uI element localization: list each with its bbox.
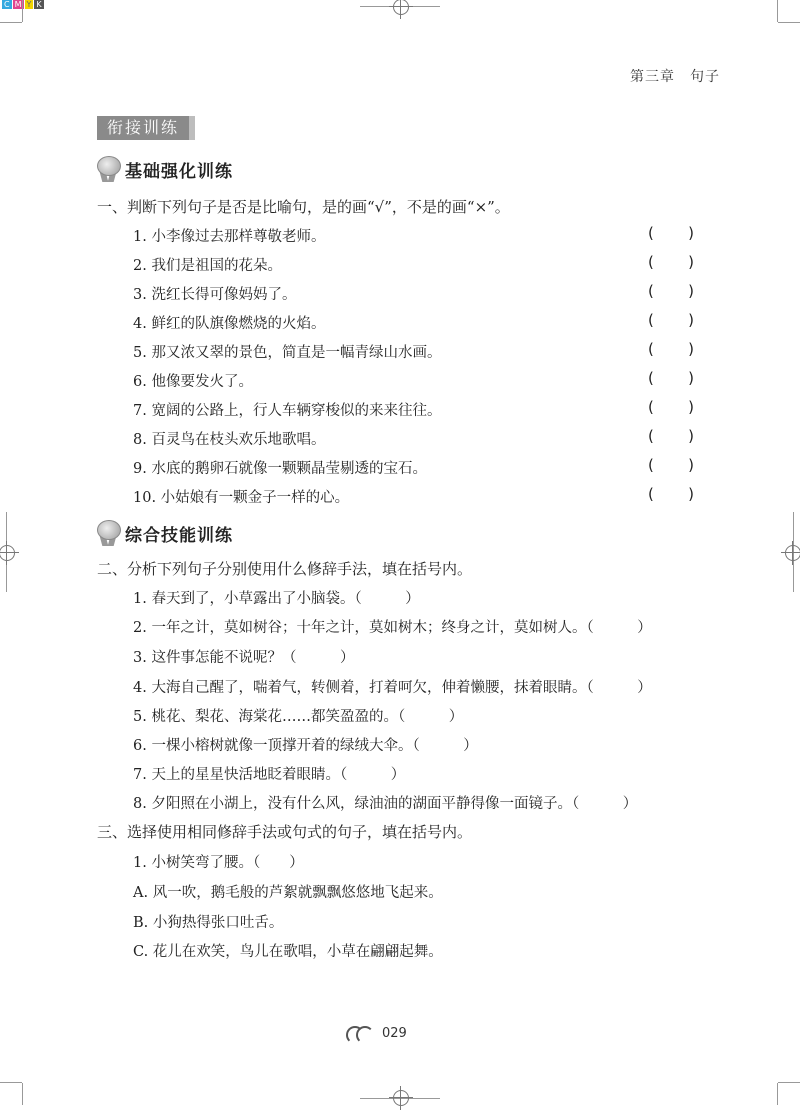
question-1-item: 2. 我们是祖国的花朵。	[133, 258, 282, 274]
close-paren: )	[688, 340, 694, 358]
question-2-item: 6. 一棵小榕树就像一顶撑开着的绿绒大伞。（ ）	[133, 738, 478, 754]
close-paren: )	[688, 427, 694, 445]
open-paren: (	[648, 456, 654, 474]
crop-mark	[22, 1083, 23, 1105]
crop-mark	[22, 0, 23, 22]
question-1-item: 6. 他像要发火了。	[133, 374, 253, 390]
answer-blank[interactable]	[648, 456, 694, 474]
crop-mark	[777, 1083, 778, 1105]
open-paren: (	[648, 427, 654, 445]
registration-mark-icon	[785, 545, 800, 561]
question-3-option: B. 小狗热得张口吐舌。	[133, 915, 284, 931]
close-paren: )	[688, 485, 694, 503]
answer-blank[interactable]	[648, 369, 694, 387]
question-1-title: 一、判断下列句子是否是比喻句，是的画“√”，不是的画“×”。	[97, 198, 510, 216]
open-paren: (	[648, 398, 654, 416]
page-number	[346, 1024, 407, 1042]
crop-mark	[778, 22, 800, 23]
open-paren: (	[648, 369, 654, 387]
answer-blank[interactable]	[648, 427, 694, 445]
question-1-item: 10. 小姑娘有一颗金子一样的心。	[133, 490, 350, 506]
question-2-item: 2. 一年之计，莫如树谷；十年之计，莫如树木；终身之计，莫如树人。（ ）	[133, 620, 652, 636]
close-paren: )	[688, 224, 694, 242]
registration-mark-icon	[393, 1090, 409, 1106]
registration-mark-icon	[393, 0, 409, 15]
registration-mark-icon	[0, 545, 15, 561]
chapter-title: 第三章 句子	[630, 69, 720, 85]
cmyk-m: M	[14, 0, 22, 9]
question-1-item: 7. 宽阔的公路上，行人车辆穿梭似的来来往往。	[133, 403, 442, 419]
question-2-item: 4. 大海自己醒了，喘着气，转侧着，打着呵欠，伸着懒腰，抹着眼睛。（ ）	[133, 680, 652, 696]
open-paren: (	[648, 485, 654, 503]
answer-blank[interactable]	[648, 485, 694, 503]
open-paren: (	[648, 253, 654, 271]
question-1-item: 3. 洗红长得可像妈妈了。	[133, 287, 297, 303]
question-2-item: 1. 春天到了，小草露出了小脑袋。（ ）	[133, 591, 420, 607]
question-3-option: A. 风一吹，鹅毛般的芦絮就飘飘悠悠地飞起来。	[133, 885, 443, 901]
section-tag: 衔接训练	[97, 116, 189, 140]
close-paren: )	[688, 311, 694, 329]
open-paren: (	[648, 311, 654, 329]
crop-mark	[778, 1082, 800, 1083]
close-paren: )	[688, 253, 694, 271]
question-3-option: C. 花儿在欢笑，鸟儿在歌唱，小草在翩翩起舞。	[133, 944, 443, 960]
cmyk-y: Y	[26, 0, 32, 9]
open-paren: (	[648, 340, 654, 358]
close-paren: )	[688, 456, 694, 474]
question-2-item: 5. 桃花、梨花、海棠花……都笑盈盈的。（ ）	[133, 709, 464, 725]
question-1-item: 8. 百灵鸟在枝头欢乐地歌唱。	[133, 432, 326, 448]
answer-blank[interactable]	[648, 224, 694, 242]
subsection-title: 综合技能训练	[125, 525, 233, 546]
open-paren: (	[648, 224, 654, 242]
question-3-stem: 1. 小树笑弯了腰。（ ）	[133, 855, 304, 871]
page-number-text: 029	[382, 1025, 407, 1041]
crop-mark	[0, 22, 22, 23]
question-2-item: 8. 夕阳照在小湖上，没有什么风，绿油油的湖面平静得像一面镜子。（ ）	[133, 796, 638, 812]
open-paren: (	[648, 282, 654, 300]
close-paren: )	[688, 282, 694, 300]
subsection-heading-comprehensive	[97, 520, 233, 546]
question-1-item: 9. 水底的鹅卵石就像一颗颗晶莹剔透的宝石。	[133, 461, 427, 477]
answer-blank[interactable]	[648, 282, 694, 300]
cmyk-k: K	[36, 0, 42, 9]
answer-blank[interactable]	[648, 340, 694, 358]
question-2-item: 3. 这件事怎能不说呢？（ ）	[133, 650, 355, 666]
question-1-item: 5. 那又浓又翠的景色，简直是一幅青绿山水画。	[133, 345, 442, 361]
answer-blank[interactable]	[648, 398, 694, 416]
cmyk-c: C	[4, 0, 10, 9]
subsection-title: 基础强化训练	[125, 161, 233, 182]
answer-blank[interactable]	[648, 253, 694, 271]
crop-mark	[777, 0, 778, 22]
medal-icon	[97, 520, 119, 546]
medal-icon	[97, 156, 119, 182]
close-paren: )	[688, 369, 694, 387]
question-2-item: 7. 天上的星星快活地眨着眼睛。（ ）	[133, 767, 406, 783]
question-1-item: 4. 鲜红的队旗像燃烧的火焰。	[133, 316, 326, 332]
question-2-title: 二、分析下列句子分别使用什么修辞手法，填在括号内。	[97, 560, 473, 578]
question-1-item: 1. 小李像过去那样尊敬老师。	[133, 229, 326, 245]
answer-blank[interactable]	[648, 311, 694, 329]
subsection-heading-basic	[97, 156, 233, 182]
crop-mark	[0, 1082, 22, 1083]
page-logo-icon	[346, 1024, 376, 1042]
question-3-title: 三、选择使用相同修辞手法或句式的句子，填在括号内。	[97, 823, 473, 841]
close-paren: )	[688, 398, 694, 416]
